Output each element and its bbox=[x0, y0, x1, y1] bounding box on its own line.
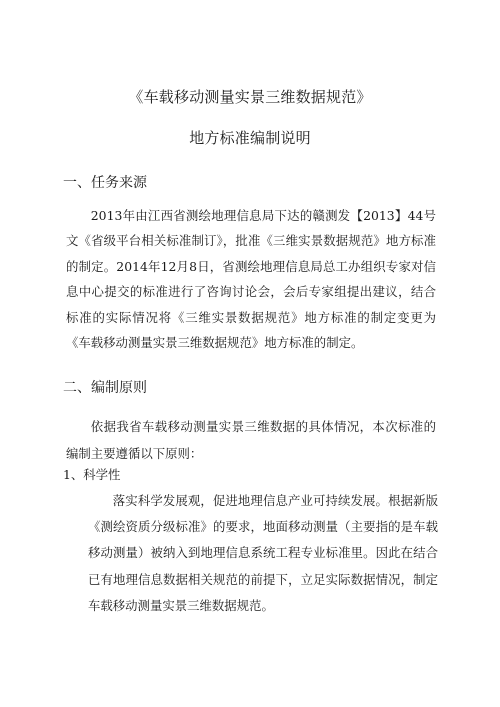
section-paragraph-task-source: 2013年由江西省测绘地理信息局下达的赣测发【2013】44号文《省级平台相关标准制订》，批准《三维实景数据规范》地方标准的制定。2014年12月8日，省测绘地理信息局总工办组织专家对信息中心提交的标准进行了咨询讨论会，会后专家组提出建议，结合标准的实际情况将《三维实景数据规范》地方标准的制定变更为《车载移动测量实景三维数据规范》地方标准的制定。 bbox=[66, 208, 436, 351]
document-title: 《车载移动测量实景三维数据规范》 bbox=[128, 88, 372, 106]
section-paragraph-principles: 依据我省车载移动测量实景三维数据的具体情况，本次标准的编制主要遵循以下原则： bbox=[66, 419, 436, 461]
section-heading-principles: 二、编制原则 bbox=[63, 380, 147, 396]
principle-item-paragraph: 落实科学发展观，促进地理信息产业可持续发展。根据新版《测绘资质分级标准》的要求，地面移动测量（主要指的是车载移动测量）被纳入到地理信息系统工程专业标准里。因此在结合已有地理信息数据相关规范的前提下，立足实际数据情况，制定车载移动测量实景三维数据规范。 bbox=[88, 493, 438, 613]
section-heading-task-source: 一、任务来源 bbox=[63, 175, 147, 191]
principle-item-label: 1、科学性 bbox=[63, 467, 121, 482]
document-subtitle: 地方标准编制说明 bbox=[189, 129, 311, 147]
